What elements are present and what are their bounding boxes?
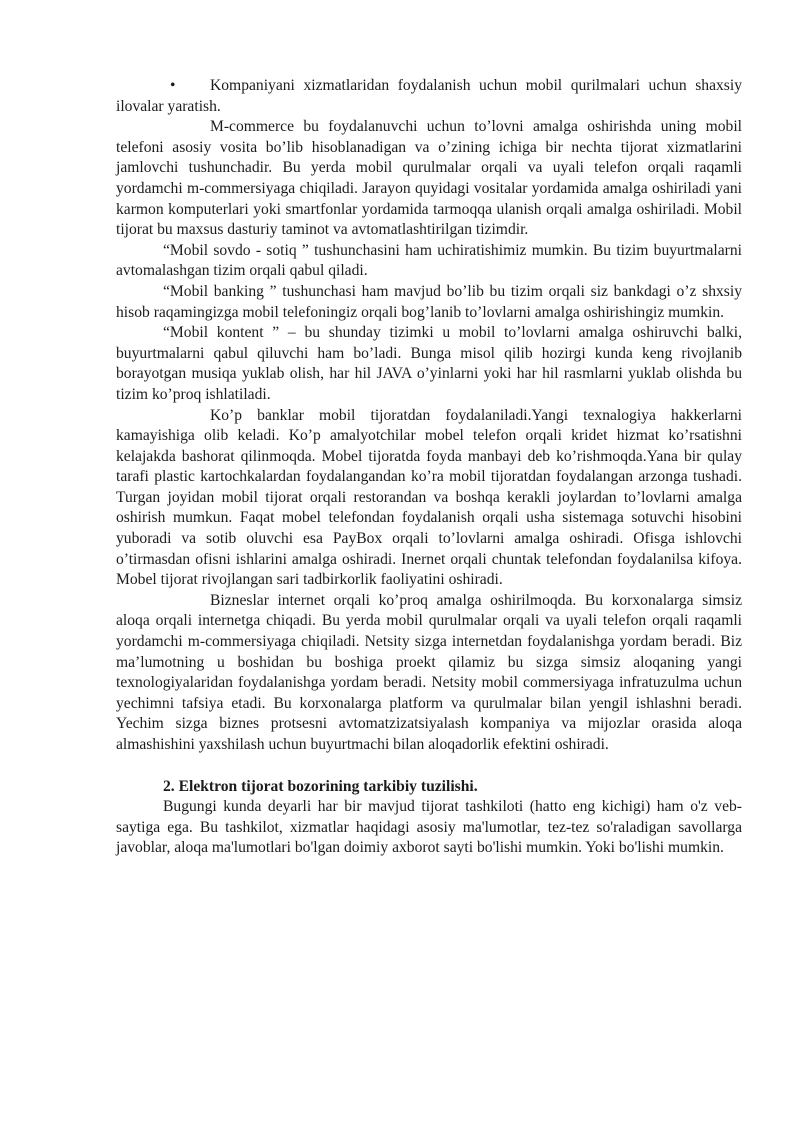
bullet-mark: •	[170, 77, 176, 94]
paragraph-mobil-banking: “Mobil banking ” tushunchasi ham mavjud bo’lib bu tizim orqali siz bankdagi o’z shxsiy hisob raqamingizga mobil telefoningiz orqali bog’lanib to’lovlarni amalga oshirishingiz mumkin.	[116, 282, 742, 321]
bullet-item	[116, 76, 742, 117]
section-heading: 2. Elektron tijorat bozorining tarkibiy tuzilishi.	[163, 777, 478, 795]
paragraph-bugungi-kunda: Bugungi kunda deyarli har bir mavjud tijorat tashkiloti (hatto eng kichigi) ham o'z veb-saytiga ega. Bu tashkilot, xizmatlar haqidagi asosiy ma'lumotlar, tez-tez so'raladigan savollarga javoblar, aloqa ma'lumotlari bo'lgan doimiy axborot sayti bo'lishi mumkin. Yoki bo'lishi mumkin.	[116, 798, 742, 857]
paragraph-bizneslar: Bizneslar internet orqali ko’proq amalga oshirilmoqda. Bu korxonalarga simsiz aloqa orqali internetga chiqadi. Bu yerda mobil qurulmalar orqali va uyali telefon orqali raqamli yordamchi m-commersiyaga chiqiladi. Netsity sizga internetdan foydalanishga yordam beradi. Biz ma’lumotning u boshidan bu boshiga proekt qilamiz bu sizga simsiz aloqaning yangi texnologiyalaridan foydalanishga yordam beradi. Netsity mobil commersiyaga infratuzulma uchun yechimni tafsiya etadi. Bu korxonalarga platform va qurulmalar bilan yengil ishlashni beradi. Yechim sizga biznes protsesni avtomatzizatsiyalash kompaniya va mijozlar orasida aloqa almashishini yaxshilash uchun buyurtmachi bilan aloqadorlik efektini oshiradi.	[116, 591, 742, 753]
paragraph-mobil-savdo: “Mobil sovdo - sotiq ” tushunchasini ham uchiratishimiz mumkin. Bu tizim buyurtmalarni avtomalashgan tizim orqali qabul qiladi.	[116, 241, 742, 280]
paragraph-mobil-kontent: “Mobil kontent ” – bu shunday tizimki u mobil to’lovlarni amalga oshiruvchi balki, buyurtmalarni qabul qiluvchi ham bo’ladi. Bunga misol qilib hozirgi kunda keng rivojlanib borayotgan musiqa yuklab olish, har hil JAVA o’yinlarni yoki har hil rasmlarni yuklab olishda bu tizim ko’proq ishlatiladi.	[116, 324, 742, 403]
bullet-text: Kompaniyani xizmatlaridan foydalanish uchun mobil qurilmalari uchun shaxsiy ilovalar yaratish.	[116, 77, 742, 115]
paragraph-banklar: Ko’p banklar mobil tijoratdan foydalaniladi.Yangi texnalogiya hakkerlarni kamayishiga olib keladi. Ko’p amalyotchilar mobel telefon orqali kridet hizmat ko’rsatishni kelajakda bashorat qilinmoqda. Mobel tijoratda foyda manbayi deb ko’rishmoqda.Yana bir qulay tarafi plastic kartochkalardan foydalangandan ko’ra mobil tijoratdan foydalangan arzonga tushadi. Turgan joyidan mobil tijorat orqali restorandan va boshqa kerakli joylardan to’lovlarni amalga oshirish mumkun. Faqat mobel telefondan foydalanish orqali usha sistemaga sotuvchi hisobini yuboradi va sotib oluvchi esa PayBox orqali to’lovlarni amalga oshiradi. Ofisga ishlovchi o’tirmasdan ofisni ishlarini amalga oshiradi. Inernet orqali chuntak telefondan foydalanilsa kifoya. Mobel tijorat rivojlangan sari tadbirkorlik faoliyatini oshiradi.	[116, 406, 742, 589]
paragraph-m-commerce: M-commerce bu foydalanuvchi uchun to’lovni amalga oshirishda uning mobil telefoni asosiy vosita bo’lib hisoblanadigan va o’zining ichiga bir nechta tijorat xizmatlarini jamlovchi tushunchadir. Bu yerda mobil qurulmalar orqali va uyali telefon orqali raqamli yordamchi m-commersiyaga chiqiladi. Jarayon quyidagi vositalar yordamida amalga oshiriladi yani karmon komputerlari yoki smartfonlar yordamida tarmoqqa ulanish orqali amalga oshiriladi. Mobil tijorat bu maxsus dasturiy taminot va avtomatlashtirilgan tizimdir.	[116, 118, 742, 239]
document-page	[116, 76, 742, 859]
